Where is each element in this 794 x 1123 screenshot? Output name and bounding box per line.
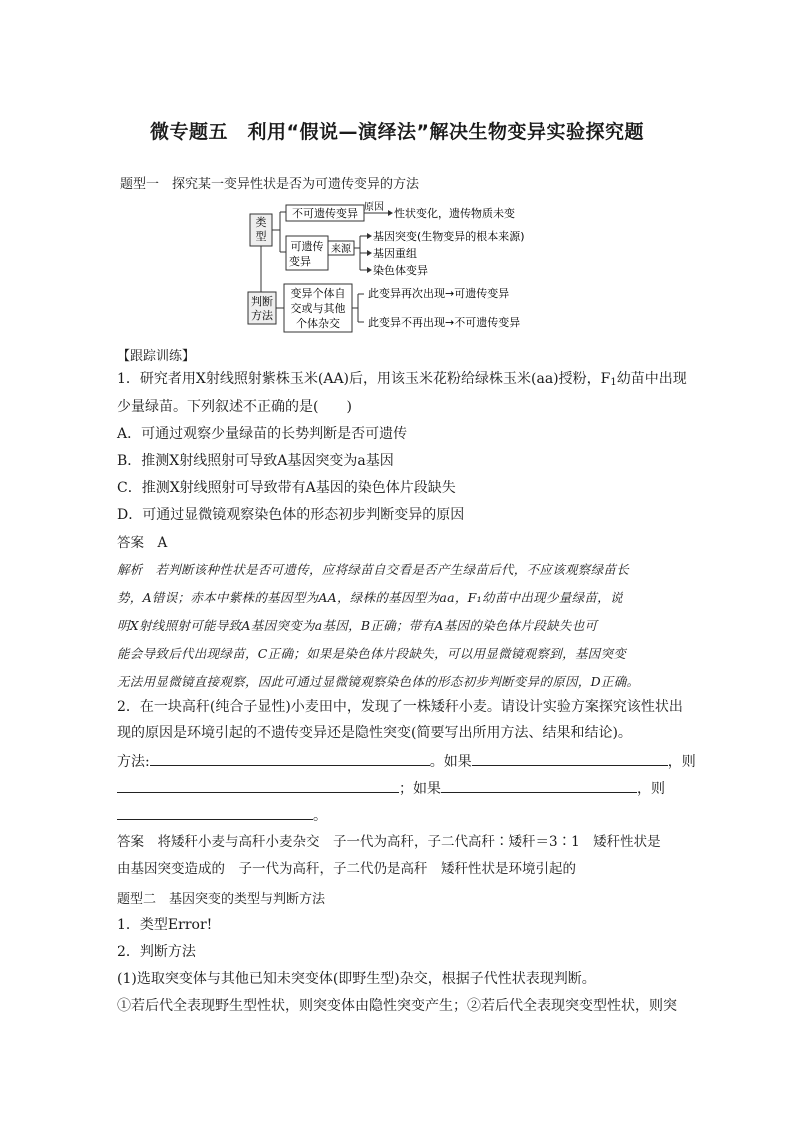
- cause-text: 性状变化，遗传物质未变: [394, 207, 515, 220]
- type-label-2: 型: [255, 230, 267, 243]
- source-item-3: 染色体变异: [373, 264, 428, 277]
- judge-label-1: 判断: [251, 295, 273, 308]
- type1-heading: 题型一 探究某一变异性状是否为可遗传变异的方法: [120, 177, 420, 192]
- cause-label: 原因: [364, 202, 384, 213]
- fill-method-label: 方法:: [117, 754, 150, 770]
- source-item-1: 基因突变(生物变异的根本来源): [373, 230, 525, 243]
- type2-para2: ①若后代全表现野生型性状，则突变体由隐性突变产生；②若后代全表现突变型性状，则突: [117, 998, 677, 1014]
- type2-item1: 1．类型Error!: [117, 917, 213, 933]
- source-item-2: 基因重组: [373, 247, 417, 260]
- method-line-3: 个体杂交: [296, 317, 340, 330]
- heritable-label-2: 变异: [289, 255, 311, 268]
- result-heritable: 此变异再次出现→可遗传变异: [368, 287, 510, 300]
- q1-answer: 答案 A: [117, 535, 168, 551]
- training-label: 【跟踪训练】: [117, 349, 196, 364]
- q1-option-c: C．推测X射线照射可导致带有A基因的染色体片段缺失: [117, 480, 456, 496]
- q1-analysis-line2: 势，A错误；赤本中紫株的基因型为AA，绿株的基因型为aa，F₁幼苗中出现少量绿苗，说: [117, 590, 623, 605]
- method-line-2: 交或与其他: [290, 302, 346, 315]
- type2-heading: 题型二 基因突变的类型与判断方法: [117, 892, 326, 907]
- q1-analysis-line5: 无法用显微镜直接观察，因此可通过显微镜观察染色体的形态初步判断变异的原因，D正确。: [117, 674, 640, 689]
- judge-label-2: 方法: [251, 309, 273, 322]
- q1-stem-line1: 1．研究者用X射线照射紫株玉米(AA)后，用该玉米花粉给绿株玉米(aa)授粉，$F_1$幼苗中出现: [117, 371, 687, 388]
- result-non-heritable: 此变异不再出现→不可遗传变异: [368, 316, 521, 329]
- page-title: 微专题五 利用“假说—演绎法”解决生物变异实验探究题: [150, 121, 644, 143]
- q2-stem-line2: 现的原因是环境引起的不遗传变异还是隐性突变(简要写出所用方法、结果和结论)。: [117, 725, 632, 741]
- conclusion-blank-1[interactable]: [117, 778, 399, 793]
- q1-option-b: B．推测X射线照射可导致A基因突变为a基因: [117, 453, 394, 469]
- q2-fill-line3: 。: [117, 804, 327, 828]
- method-line-1: 变异个体自: [290, 287, 346, 300]
- q2-stem-line1: 2．在一块高秆(纯合子显性)小麦田中，发现了一株矮秆小麦。请设计实验方案探究该性状出: [117, 699, 683, 715]
- variation-concept-diagram: [240, 196, 560, 336]
- q1-analysis-line3: 明X射线照射可能导致A基因突变为a基因，B正确；带有A基因的染色体片段缺失也可: [117, 618, 598, 633]
- cause-arrowhead: [388, 210, 393, 216]
- q1-option-a: A．可通过观察少量绿苗的长势判断是否可遗传: [117, 426, 408, 442]
- q1-stem-line2: 少量绿苗。下列叙述不正确的是( ): [117, 399, 352, 415]
- type-label-1: 类: [255, 216, 267, 229]
- non-heritable-label: 不可遗传变异: [292, 207, 358, 220]
- q1-analysis-line1: 解析 若判断该种性状是否可遗传，应将绿苗自交看是否产生绿苗后代，不应该观察绿苗长: [117, 562, 630, 577]
- condition-blank-2[interactable]: [441, 778, 637, 793]
- condition-blank-1[interactable]: [472, 751, 668, 766]
- type2-item2: 2．判断方法: [117, 944, 196, 960]
- q2-answer-line1: 答案 将矮秆小麦与高秆小麦杂交 子一代为高秆，子二代高秆∶矮秆＝3∶1 矮秆性状是: [117, 834, 661, 850]
- q1-option-d: D．可通过显微镜观察染色体的形态初步判断变异的原因: [117, 507, 465, 523]
- source-label: 来源: [331, 244, 351, 255]
- q1-analysis-line4: 能会导致后代出现绿苗，C正确；如果是染色体片段缺失，可以用显微镜观察到，基因突变: [117, 646, 627, 661]
- conclusion-blank-2[interactable]: [117, 805, 313, 820]
- q2-fill-line2: ；如果 ，则: [117, 777, 665, 801]
- type2-para1: (1)选取突变体与其他已知未突变体(即野生型)杂交，根据子代性状表现判断。: [117, 971, 596, 987]
- q2-answer-line2: 由基因突变造成的 子一代为高秆，子二代仍是高秆 矮秆性状是环境引起的: [117, 861, 576, 877]
- method-blank[interactable]: [150, 751, 430, 766]
- q2-fill-line1: 方法: 。如果 ，则: [117, 750, 696, 774]
- heritable-label-1: 可遗传: [290, 240, 324, 253]
